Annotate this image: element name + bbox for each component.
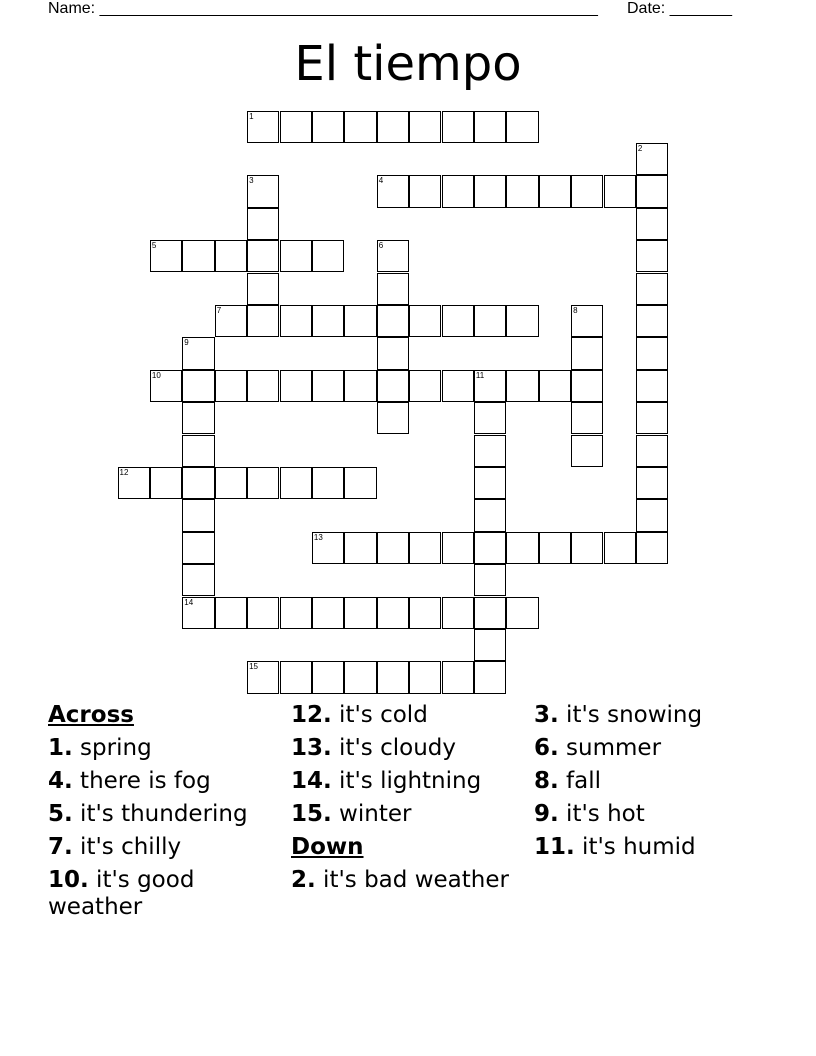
grid-cell[interactable]: [409, 175, 441, 207]
grid-cell[interactable]: [182, 499, 214, 531]
clue-number: 9.: [534, 801, 559, 827]
grid-cell[interactable]: [636, 240, 668, 272]
clue-text: summer: [558, 735, 662, 761]
clue-text: there is fog: [72, 768, 211, 794]
grid-cell[interactable]: [247, 305, 279, 337]
grid-cell[interactable]: [215, 240, 247, 272]
clue-down-8: [534, 768, 764, 795]
grid-cell[interactable]: [636, 402, 668, 434]
clue-column-1: [48, 702, 270, 927]
grid-cell[interactable]: [571, 532, 603, 564]
cell-number: 5: [151, 241, 157, 251]
grid-cell[interactable]: [571, 305, 603, 337]
clue-down-11: [534, 834, 764, 861]
clue-number: 1.: [48, 735, 73, 761]
clue-down-2: [291, 867, 521, 894]
grid-cell[interactable]: [312, 370, 344, 402]
grid-cell[interactable]: [182, 370, 214, 402]
grid-cell[interactable]: [182, 402, 214, 434]
grid-cell[interactable]: [182, 564, 214, 596]
grid-cell[interactable]: [344, 532, 376, 564]
clue-down-3: [534, 702, 764, 729]
clue-text: it's snowing: [558, 702, 703, 728]
clue-across-5: [48, 801, 270, 828]
clue-number: 4.: [48, 768, 73, 794]
across-heading: Across: [48, 702, 134, 728]
grid-cell[interactable]: [506, 175, 538, 207]
grid-cell[interactable]: [247, 240, 279, 272]
grid-cell[interactable]: [215, 597, 247, 629]
clue-across-12: [291, 702, 521, 729]
grid-cell[interactable]: [442, 305, 474, 337]
grid-cell[interactable]: [312, 661, 344, 693]
clue-column-2: [291, 702, 521, 900]
grid-cell[interactable]: [377, 370, 409, 402]
grid-cell[interactable]: [377, 597, 409, 629]
cell-number: 11: [475, 370, 485, 380]
cell-number: 3: [249, 176, 254, 186]
grid-cell[interactable]: [506, 305, 538, 337]
grid-cell[interactable]: [442, 597, 474, 629]
grid-cell[interactable]: [636, 435, 668, 467]
clue-number: 5.: [48, 801, 73, 827]
grid-cell[interactable]: [247, 273, 279, 305]
grid-cell[interactable]: [247, 370, 279, 402]
name-line: ________________________________________________________: [99, 0, 598, 17]
cell-number: 13: [313, 532, 323, 542]
grid-cell[interactable]: [280, 597, 312, 629]
clue-number: 14.: [291, 768, 332, 794]
grid-cell[interactable]: [474, 564, 506, 596]
grid-cell[interactable]: [377, 175, 409, 207]
clue-number: 13.: [291, 735, 332, 761]
grid-cell[interactable]: [474, 305, 506, 337]
grid-cell[interactable]: [182, 532, 214, 564]
clue-down-6: [534, 735, 764, 762]
grid-cell[interactable]: [442, 661, 474, 693]
grid-cell[interactable]: [539, 532, 571, 564]
grid-cell[interactable]: [182, 435, 214, 467]
cell-number: 4: [378, 176, 384, 186]
clue-across-15: [291, 801, 521, 828]
clue-text: winter: [331, 801, 412, 827]
grid-cell[interactable]: [474, 629, 506, 661]
clue-number: 2.: [291, 867, 316, 893]
grid-cell[interactable]: [409, 532, 441, 564]
grid-cell[interactable]: [539, 175, 571, 207]
grid-cell[interactable]: [442, 111, 474, 143]
grid-cell[interactable]: [344, 111, 376, 143]
cell-number: 15: [249, 662, 258, 672]
grid-cell[interactable]: [604, 532, 636, 564]
clue-text: it's bad weather: [315, 867, 509, 893]
clue-across-7: [48, 834, 270, 861]
clue-text: it's cloudy: [331, 735, 456, 761]
grid-cell[interactable]: [377, 661, 409, 693]
grid-cell[interactable]: [312, 597, 344, 629]
grid-cell[interactable]: [474, 499, 506, 531]
grid-cell[interactable]: [312, 467, 344, 499]
cell-number: 6: [378, 241, 384, 251]
clue-number: 3.: [534, 702, 559, 728]
clue-across-13: [291, 735, 521, 762]
cell-number: 7: [216, 305, 222, 315]
clue-number: 11.: [534, 834, 575, 860]
cell-number: 14: [184, 597, 194, 607]
grid-cell[interactable]: [409, 370, 441, 402]
grid-cell[interactable]: [344, 467, 376, 499]
clue-number: 10.: [48, 867, 89, 893]
grid-cell[interactable]: [344, 597, 376, 629]
grid-cell[interactable]: [506, 111, 538, 143]
grid-cell[interactable]: [506, 532, 538, 564]
grid-cell[interactable]: [280, 111, 312, 143]
clue-text: it's thundering: [72, 801, 248, 827]
grid-cell[interactable]: [215, 305, 247, 337]
grid-cell[interactable]: [636, 337, 668, 369]
grid-cell[interactable]: [280, 240, 312, 272]
grid-cell[interactable]: [247, 111, 279, 143]
clue-number: 7.: [48, 834, 73, 860]
clue-text: it's chilly: [72, 834, 182, 860]
grid-cell[interactable]: [377, 240, 409, 272]
grid-cell[interactable]: [474, 467, 506, 499]
grid-cell[interactable]: [312, 305, 344, 337]
date-label: Date:: [627, 0, 666, 17]
grid-cell[interactable]: [215, 370, 247, 402]
cell-number: 9: [184, 338, 189, 348]
grid-cell[interactable]: [636, 532, 668, 564]
cell-number: 12: [119, 467, 129, 477]
grid-cell[interactable]: [474, 597, 506, 629]
grid-cell[interactable]: [571, 337, 603, 369]
grid-cell[interactable]: [474, 402, 506, 434]
clue-across-4: [48, 768, 270, 795]
grid-cell[interactable]: [247, 597, 279, 629]
grid-cell[interactable]: [506, 597, 538, 629]
clue-column-3: [534, 702, 764, 867]
clue-text: it's good weather: [48, 867, 195, 920]
grid-cell[interactable]: [280, 467, 312, 499]
grid-cell[interactable]: [442, 532, 474, 564]
clue-number: 8.: [534, 768, 559, 794]
grid-cell[interactable]: [377, 273, 409, 305]
grid-cell[interactable]: [118, 467, 150, 499]
grid-cell[interactable]: [344, 305, 376, 337]
grid-cell[interactable]: [312, 111, 344, 143]
clue-text: it's humid: [574, 834, 696, 860]
grid-cell[interactable]: [280, 370, 312, 402]
grid-cell[interactable]: [247, 661, 279, 693]
clue-down-9: [534, 801, 764, 828]
clue-number: 15.: [291, 801, 332, 827]
clue-number: 6.: [534, 735, 559, 761]
grid-cell[interactable]: [636, 370, 668, 402]
grid-cell[interactable]: [247, 175, 279, 207]
grid-cell[interactable]: [182, 240, 214, 272]
grid-cell[interactable]: [247, 208, 279, 240]
grid-cell[interactable]: [280, 305, 312, 337]
grid-cell[interactable]: [182, 337, 214, 369]
grid-cell[interactable]: [571, 402, 603, 434]
grid-cell[interactable]: [571, 435, 603, 467]
clue-text: fall: [558, 768, 602, 794]
grid-cell[interactable]: [571, 370, 603, 402]
grid-cell[interactable]: [377, 337, 409, 369]
grid-cell[interactable]: [377, 532, 409, 564]
grid-cell[interactable]: [474, 661, 506, 693]
page-title: El tiempo: [294, 36, 522, 92]
clue-text: it's lightning: [331, 768, 482, 794]
grid-cell[interactable]: [636, 467, 668, 499]
grid-cell[interactable]: [571, 175, 603, 207]
grid-cell[interactable]: [474, 111, 506, 143]
grid-cell[interactable]: [409, 661, 441, 693]
grid-cell[interactable]: [474, 175, 506, 207]
cell-number: 10: [151, 370, 161, 380]
grid-cell[interactable]: [442, 175, 474, 207]
grid-cell[interactable]: [377, 305, 409, 337]
grid-cell[interactable]: [280, 661, 312, 693]
grid-cell[interactable]: [636, 208, 668, 240]
clue-across-1: [48, 735, 270, 762]
grid-cell[interactable]: [604, 175, 636, 207]
clue-text: it's hot: [558, 801, 645, 827]
clue-across-10: [48, 867, 270, 921]
grid-cell[interactable]: [442, 370, 474, 402]
cell-number: 2: [637, 143, 643, 153]
grid-cell[interactable]: [636, 499, 668, 531]
grid-cell[interactable]: [312, 240, 344, 272]
grid-cell[interactable]: [474, 370, 506, 402]
grid-cell[interactable]: [636, 305, 668, 337]
clue-number: 12.: [291, 702, 332, 728]
grid-cell[interactable]: [539, 370, 571, 402]
cell-number: 1: [249, 111, 254, 121]
grid-cell[interactable]: [150, 240, 182, 272]
clue-text: it's cold: [331, 702, 428, 728]
grid-cell[interactable]: [377, 111, 409, 143]
grid-cell[interactable]: [409, 305, 441, 337]
clue-across-14: [291, 768, 521, 795]
grid-cell[interactable]: [474, 435, 506, 467]
grid-cell[interactable]: [150, 467, 182, 499]
grid-cell[interactable]: [182, 597, 214, 629]
grid-cell[interactable]: [215, 467, 247, 499]
grid-cell[interactable]: [312, 532, 344, 564]
grid-cell[interactable]: [182, 467, 214, 499]
grid-cell[interactable]: [150, 370, 182, 402]
grid-cell[interactable]: [636, 143, 668, 175]
grid-cell[interactable]: [409, 597, 441, 629]
grid-cell[interactable]: [377, 402, 409, 434]
grid-cell[interactable]: [344, 661, 376, 693]
grid-cell[interactable]: [474, 532, 506, 564]
grid-cell[interactable]: [506, 370, 538, 402]
clue-text: spring: [72, 735, 152, 761]
grid-cell[interactable]: [409, 111, 441, 143]
date-line: _______: [669, 0, 732, 17]
grid-cell[interactable]: [247, 467, 279, 499]
name-label: Name:: [48, 0, 96, 17]
down-heading: Down: [291, 834, 364, 860]
cell-number: 8: [573, 305, 578, 315]
grid-cell[interactable]: [636, 175, 668, 207]
grid-cell[interactable]: [636, 273, 668, 305]
grid-cell[interactable]: [344, 370, 376, 402]
